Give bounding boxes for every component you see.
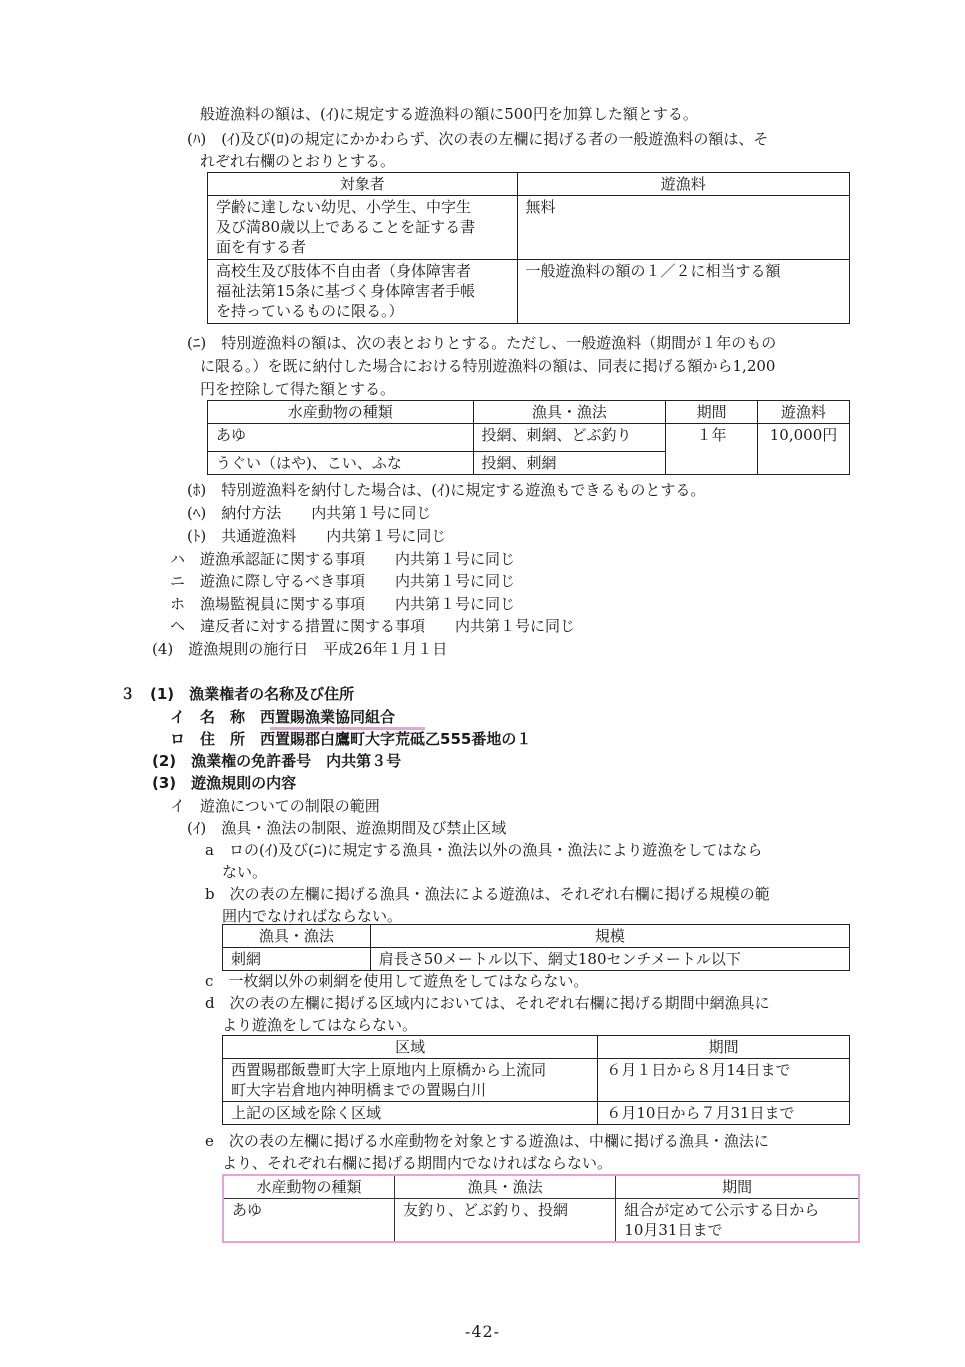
item-he-kana: ヘ 違反者に対する措置に関する事項 内共第１号に同じ bbox=[170, 617, 576, 635]
table-header: 遊漁料 bbox=[758, 401, 850, 424]
item-b: b 次の表の左欄に掲げる漁具・漁法による遊漁は、それぞれ右欄に掲げる規模の範 bbox=[205, 885, 770, 903]
table-fee-exemption bbox=[207, 172, 850, 324]
table-cell: 刺網 bbox=[223, 948, 371, 971]
table-cell: 西置賜郡飯豊町大字上原地内上原橋から上流同 町大字岩倉地内神明橋までの置賜白川 bbox=[223, 1059, 598, 1102]
table-header: 規模 bbox=[370, 925, 849, 948]
paragraph-line: 般遊漁料の額は、(ｲ)に規定する遊漁料の額に500円を加算した額とする。 bbox=[200, 105, 698, 123]
item-i: イ 遊漁についての制限の範囲 bbox=[170, 797, 380, 815]
table-header: 漁具・漁法 bbox=[473, 401, 666, 424]
table-cell: 高校生及び肢体不自由者（身体障害者 福祉法第15条に基づく身体障害者手帳 を持っているものに限る。） bbox=[208, 260, 518, 324]
table-species-period bbox=[222, 1174, 860, 1243]
table-header: 期間 bbox=[666, 401, 758, 424]
table-cell: 学齢に達しない幼児、小学生、中字生 及び満80歳以上であることを証する書 面を有する者 bbox=[208, 196, 518, 260]
table-header: 遊漁料 bbox=[517, 173, 849, 196]
table-special-fee bbox=[207, 400, 850, 475]
license-number: (2) 漁業権の免許番号 内共第３号 bbox=[152, 752, 402, 770]
table-cell: うぐい（はや)、こい、ふな bbox=[208, 452, 474, 475]
paragraph-line: れぞれ右欄のとおりとする。 bbox=[200, 152, 396, 170]
holder-address: ロ 住 所 西置賜郡白鷹町大字荒砥乙555番地の１ bbox=[170, 730, 532, 748]
table-cell: 一般遊漁料の額の１／２に相当する額 bbox=[517, 260, 849, 324]
table-header: 漁具・漁法 bbox=[223, 925, 371, 948]
paragraph-line: 円を控除して得た額とする。 bbox=[200, 380, 396, 398]
table-header: 区域 bbox=[223, 1036, 598, 1059]
table-header: 水産動物の種類 bbox=[223, 1175, 394, 1199]
paragraph-line: より、それぞれ右欄に掲げる期間内でなければならない。 bbox=[222, 1154, 613, 1172]
paragraph-line: 囲内でなければならない。 bbox=[222, 907, 403, 925]
item-he: (ﾍ) 納付方法 内共第１号に同じ bbox=[187, 504, 432, 522]
paragraph-line: に限る。）を既に納付した場合における特別遊漁料の額は、同表に掲げる額から1,200 bbox=[200, 357, 776, 375]
item-ha-kana: ハ 遊漁承認証に関する事項 内共第１号に同じ bbox=[170, 550, 516, 568]
table-cell: 上記の区域を除く区域 bbox=[223, 1102, 598, 1125]
table-header: 水産動物の種類 bbox=[208, 401, 474, 424]
table-cell: 肩長さ50メートル以下、網丈180センチメートル以下 bbox=[370, 948, 849, 971]
table-header: 期間 bbox=[616, 1175, 859, 1199]
page-number: -42- bbox=[464, 1322, 501, 1341]
item-ho: (ﾎ) 特別遊漁料を納付した場合は、(ｲ)に規定する遊漁もできるものとする。 bbox=[187, 481, 706, 499]
table-cell: 無料 bbox=[517, 196, 849, 260]
paragraph-line: より遊漁をしてはならない。 bbox=[222, 1016, 418, 1034]
table-cell: 10,000円 bbox=[758, 424, 850, 475]
table-cell: 投網、刺網、どぶ釣り bbox=[473, 424, 666, 452]
item-ni: (ﾆ) 特別遊漁料の額は、次の表とおりとする。ただし、一般遊漁料（期間が１年のもの bbox=[187, 334, 777, 352]
table-cell: あゆ bbox=[223, 1199, 394, 1243]
item-e: e 次の表の左欄に掲げる水産動物を対象とする遊漁は、中欄に掲げる漁具・漁法に bbox=[205, 1132, 769, 1150]
item-d: d 次の表の左欄に掲げる区域内においては、それぞれ右欄に掲げる期間中網漁具に bbox=[205, 994, 770, 1012]
section-3-heading: ３ (1) 漁業権者の名称及び住所 bbox=[120, 685, 355, 703]
item-ni-kana: ニ 遊漁に際し守るべき事項 内共第１号に同じ bbox=[170, 572, 516, 590]
holder-name: イ 名 称 西置賜漁業協同組合 bbox=[170, 708, 396, 726]
table-cell: ６月10日から７月31日まで bbox=[598, 1102, 850, 1125]
table-header: 期間 bbox=[598, 1036, 850, 1059]
table-header: 漁具・漁法 bbox=[394, 1175, 615, 1199]
table-cell: 投網、刺網 bbox=[473, 452, 666, 475]
item-c: c 一枚網以外の刺網を使用して遊魚をしてはならない。 bbox=[205, 972, 589, 990]
item-to: (ﾄ) 共通遊漁料 内共第１号に同じ bbox=[187, 527, 447, 545]
item-i-paren: (ｲ) 漁具・漁法の制限、遊漁期間及び禁止区域 bbox=[187, 819, 507, 837]
item-4: (4) 遊漁規則の施行日 平成26年１月１日 bbox=[152, 640, 448, 658]
table-gear-scale bbox=[222, 924, 850, 971]
rules-heading: (3) 遊漁規則の内容 bbox=[152, 774, 297, 792]
table-prohibited-areas bbox=[222, 1035, 850, 1125]
item-ha: (ﾊ) (ｲ)及び(ﾛ)の規定にかかわらず、次の表の左欄に掲げる者の一般遊漁料の額は、そ bbox=[187, 130, 769, 148]
table-cell: 組合が定めて公示する日から 10月31日まで bbox=[616, 1199, 859, 1243]
table-cell: 友釣り、どぶ釣り、投網 bbox=[394, 1199, 615, 1243]
table-cell: １年 bbox=[666, 424, 758, 475]
table-cell: あゆ bbox=[208, 424, 474, 452]
table-cell: ６月１日から８月14日まで bbox=[598, 1059, 850, 1102]
item-ho-kana: ホ 漁場監視員に関する事項 内共第１号に同じ bbox=[170, 595, 516, 613]
item-a: a ロの(ｲ)及び(ﾆ)に規定する漁具・漁法以外の漁具・漁法により遊漁をしてはなら bbox=[205, 841, 763, 859]
table-header: 対象者 bbox=[208, 173, 518, 196]
paragraph-line: ない。 bbox=[222, 863, 268, 881]
